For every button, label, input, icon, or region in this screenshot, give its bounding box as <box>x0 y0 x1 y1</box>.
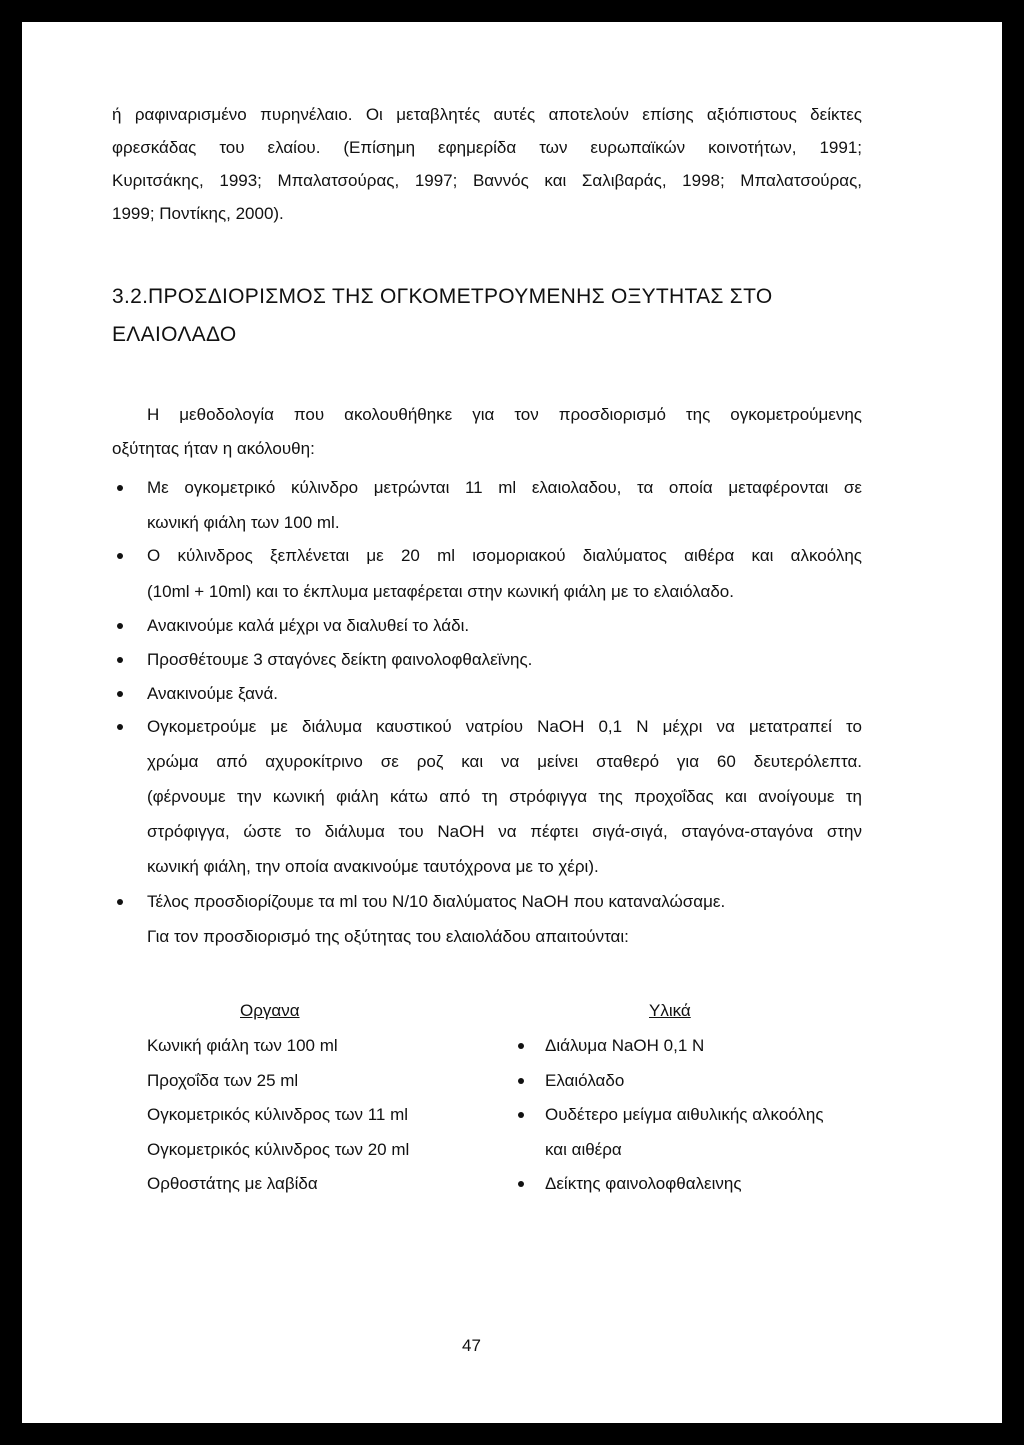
section-number: 3.2. <box>112 285 149 308</box>
page-number: 47 <box>462 1336 481 1355</box>
instrument-item: Κωνική φιάλη των 100 ml <box>147 1036 338 1055</box>
bullet-icon <box>117 724 123 730</box>
bullet-icon <box>117 657 123 663</box>
step-2-line-1: Ο κύλινδρος ξεπλένεται με 20 ml ισομοριακού διαλύματος αιθέρα και αλκοόλης <box>147 546 862 565</box>
instruments-header: Οργανα <box>240 1001 300 1020</box>
instrument-item: Προχοΐδα των 25 ml <box>147 1071 299 1090</box>
material-item: Ουδέτερο μείγμα αιθυλικής αλκοόλης <box>545 1105 824 1124</box>
section-title: ΠΡΟΣΔΙΟΡΙΣΜΟΣ ΤΗΣ ΟΓΚΟΜΕΤΡΟΥΜΕΝΗΣ ΟΞΥΤΗΤΑΣ ΣΤΟ <box>148 285 773 308</box>
step-4-line-1: Προσθέτουμε 3 σταγόνες δείκτη φαινολοφθαλεϊνης. <box>147 650 533 669</box>
bullet-icon <box>117 691 123 697</box>
intro-line-3: Κυριτσάκης, 1993; Μπαλατσούρας, 1997; Βαννός και Σαλιβαράς, 1998; Μπαλατσούρας, <box>112 171 862 190</box>
step-3-line-1: Ανακινούμε καλά μέχρι να διαλυθεί το λάδι. <box>147 616 470 635</box>
method-line-2: οξύτητας ήταν η ακόλουθη: <box>112 439 315 458</box>
material-item: Δείκτης φαινολοφθαλεινης <box>545 1174 742 1193</box>
step-6-line-1: Ογκομετρούμε με διάλυμα καυστικού νατρίου NaOH 0,1 N μέχρι να μετατραπεί το <box>147 717 862 736</box>
bullet-icon <box>117 899 123 905</box>
bullet-icon <box>518 1181 524 1187</box>
instrument-item: Ογκομετρικός κύλινδρος των 20 ml <box>147 1140 410 1159</box>
bullet-icon <box>117 485 123 491</box>
bullet-icon <box>518 1112 524 1118</box>
step-1-line-1: Με ογκομετρικό κύλινδρο μετρώνται 11 ml ελαιολαδου, τα οποία μεταφέρονται σε <box>147 478 862 497</box>
intro-line-2: φρεσκάδας του ελαίου. (Επίσημη εφημερίδα των ευρωπαϊκών κοινοτήτων, 1991; <box>112 138 862 157</box>
step-6-line-4: στρόφιγγα, ώστε το διάλυμα του NaOH να πέφτει σιγά-σιγά, σταγόνα-σταγόνα στην <box>147 822 862 841</box>
instrument-item: Ογκομετρικός κύλινδρος των 11 ml <box>147 1105 409 1124</box>
section-title-continued: ΕΛΑΙΟΛΑΔΟ <box>112 323 237 346</box>
bullet-icon <box>117 623 123 629</box>
bullet-icon <box>518 1078 524 1084</box>
document-page <box>22 22 1002 1423</box>
instrument-item: Ορθοστάτης με λαβίδα <box>147 1174 318 1193</box>
method-line-1: Η μεθοδολογία που ακολουθήθηκε για τον προσδιορισμό της ογκομετρούμενης <box>147 405 862 424</box>
intro-line-4: 1999; Ποντίκης, 2000). <box>112 204 284 223</box>
step-6-line-3: (φέρνουμε την κωνική φιάλη κάτω από τη στρόφιγγα της προχοΐδας και ανοίγουμε τη <box>147 787 862 806</box>
bullet-icon <box>117 553 123 559</box>
step-2-line-2: (10ml + 10ml) και το έκπλυμα μεταφέρεται στην κωνική φιάλη με το ελαιόλαδο. <box>147 582 734 601</box>
step-6-line-5: κωνική φιάλη, την οποία ανακινούμε ταυτόχρονα με το χέρι). <box>147 857 599 876</box>
material-item: Διάλυμα NaOH 0,1 N <box>545 1036 705 1055</box>
bullet-icon <box>518 1043 524 1049</box>
material-item-continued: και αιθέρα <box>545 1140 622 1159</box>
step-7-line-1: Τέλος προσδιορίζουμε τα ml του N/10 διαλύματος NaOH που καταναλώσαμε. <box>147 892 726 911</box>
step-5-line-1: Ανακινούμε ξανά. <box>147 684 279 703</box>
step-6-line-2: χρώμα από αχυροκίτρινο σε ροζ και να μείνει σταθερό για 60 δευτερόλεπτα. <box>147 752 862 771</box>
requirements-intro: Για τον προσδιορισμό της οξύτητας του ελαιολάδου απαιτούνται: <box>147 927 629 946</box>
materials-header: Υλικά <box>649 1001 691 1020</box>
intro-line-1: ή ραφιναρισμένο πυρηνέλαιο. Οι μεταβλητές αυτές αποτελούν επίσης αξιόπιστους δείκτες <box>112 105 862 124</box>
material-item: Ελαιόλαδο <box>545 1071 625 1090</box>
step-1-line-2: κωνική φιάλη των 100 ml. <box>147 513 340 532</box>
